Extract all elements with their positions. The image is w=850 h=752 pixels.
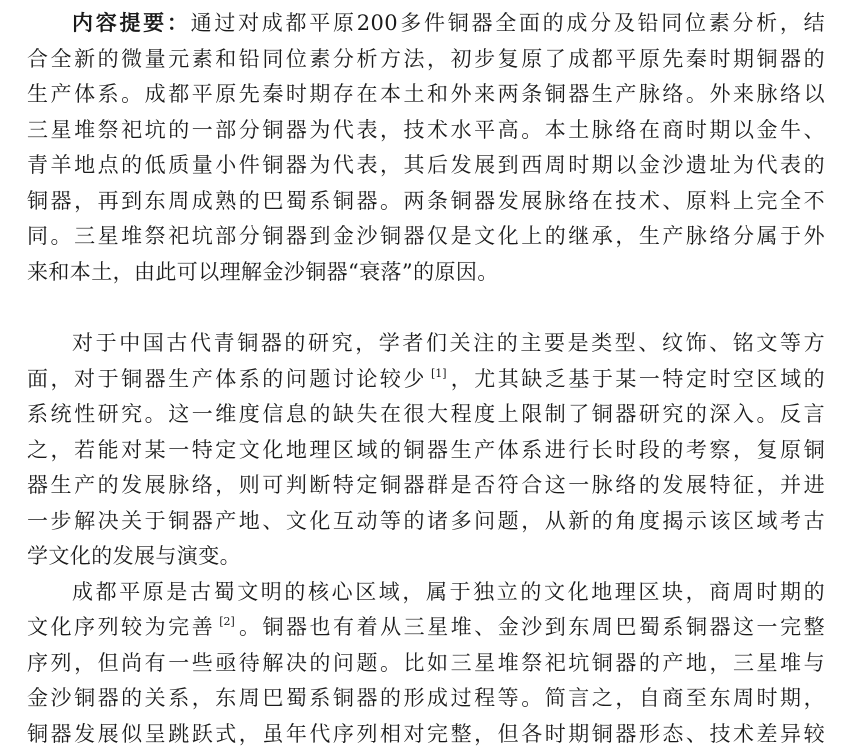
body-line: 学文化的发展与演变。	[27, 544, 241, 568]
body-line: 序列，但尚有一些亟待解决的问题。比如三星堆祭祀坑铜器的产地，三星堆与	[27, 650, 825, 675]
body-line: 对于中国古代青铜器的研究，学者们关注的主要是类型、纹饰、铭文等方	[72, 331, 825, 355]
section-spacer	[27, 290, 825, 326]
abstract-line: 合全新的微量元素和铅同位素分析方法，初步复原了成都平原先秦时期铜器的	[27, 46, 825, 71]
abstract-line: 同。三星堆祭祀坑部分铜器到金沙铜器仅是文化上的继承，生产脉络分属于外	[27, 224, 825, 248]
body-paragraph-2	[27, 575, 825, 752]
body-line	[27, 362, 825, 398]
citation-ref[interactable]: [1]	[430, 366, 447, 380]
abstract-section	[27, 6, 825, 290]
body-text: ，尤其缺乏基于某一特定时空区域的	[448, 366, 825, 391]
body-text: 文化序列较为完善	[27, 615, 216, 639]
abstract-line	[27, 6, 825, 42]
citation-ref[interactable]: [2]	[219, 615, 235, 628]
abstract-line: 来和本土，由此可以理解金沙铜器“衰落”的原因。	[27, 259, 499, 284]
abstract-line: 三星堆祭祀坑的一部分铜器为代表，技术水平高。本土脉络在商时期以金牛、	[27, 117, 825, 142]
body-text: 面，对于铜器生产体系的问题讨论较少	[27, 366, 427, 391]
body-text: 。铜器也有着从三星堆、金沙到东周巴蜀系铜器这一完整	[236, 615, 825, 639]
abstract-label: 内容提要：	[72, 11, 191, 35]
abstract-text: 通过对成都平原200多件铜器全面的成分及铅同位素分析，结	[190, 11, 825, 35]
body-line: 一步解决关于铜器产地、文化互动等的诸多问题，从新的角度揭示该区域考古	[27, 508, 825, 533]
body-line: 金沙铜器的关系，东周巴蜀系铜器的形成过程等。简言之，自商至东周时期，	[27, 686, 825, 710]
body-paragraph-1	[27, 326, 825, 575]
body-line: 铜器发展似呈跳跃式，虽年代序列相对完整，但各时期铜器形态、技术差异较	[27, 721, 825, 746]
body-line: 成都平原是古蜀文明的核心区域，属于独立的文化地理区块，商周时期的	[72, 579, 825, 604]
body-line: 器生产的发展脉络，则可判断特定铜器群是否符合这一脉络的发展特征，并进	[27, 473, 825, 497]
abstract-line: 生产体系。成都平原先秦时期存在本土和外来两条铜器生产脉络。外来脉络以	[27, 82, 825, 106]
body-line: 之，若能对某一特定文化地理区域的铜器生产体系进行长时段的考察，复原铜	[27, 437, 825, 462]
abstract-line: 铜器，再到东周成熟的巴蜀系铜器。两条铜器发展脉络在技术、原料上完全不	[27, 188, 825, 213]
body-line	[27, 610, 825, 646]
abstract-line: 青羊地点的低质量小件铜器为代表，其后发展到西周时期以金沙遗址为代表的	[27, 153, 825, 177]
body-line: 系统性研究。这一维度信息的缺失在很大程度上限制了铜器研究的深入。反言	[27, 402, 825, 426]
